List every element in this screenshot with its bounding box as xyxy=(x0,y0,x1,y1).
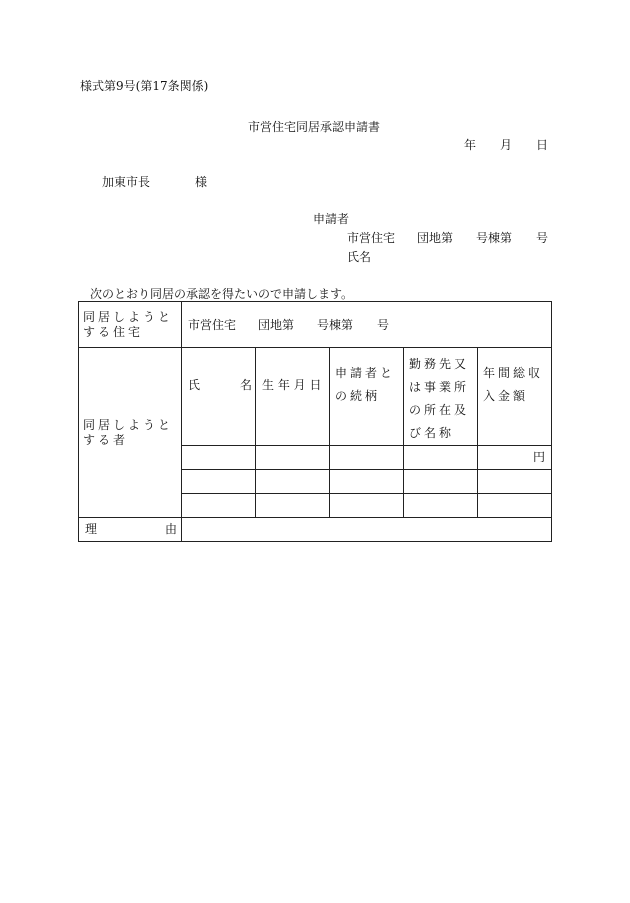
col-relation: 申請者との続柄 xyxy=(335,366,396,403)
form-number: 様式第9号(第17条関係) xyxy=(80,79,209,93)
person-income-cell[interactable] xyxy=(478,446,552,470)
addressee-honorific: 様 xyxy=(195,175,208,189)
person-name-cell[interactable] xyxy=(182,470,256,494)
col-birthdate-header xyxy=(256,348,330,446)
person-workplace-cell[interactable] xyxy=(404,446,478,470)
col-name-a: 氏 xyxy=(188,378,201,392)
col-income-header xyxy=(478,348,552,446)
applicant-label: 申請者 xyxy=(313,212,350,226)
housing-part-housing: 市営住宅 xyxy=(188,318,237,332)
reason-label-cell xyxy=(79,518,182,542)
person-relation-cell[interactable] xyxy=(330,446,404,470)
housing-part-building: 号棟第 xyxy=(317,318,354,332)
reason-label-a: 理 xyxy=(85,522,98,536)
application-table xyxy=(78,301,552,542)
person-income-cell[interactable] xyxy=(478,470,552,494)
person-name-cell[interactable] xyxy=(182,494,256,518)
col-name-header xyxy=(182,348,256,446)
housing-part-room: 号 xyxy=(377,318,390,332)
person-relation-cell[interactable] xyxy=(330,494,404,518)
housing-label: 同居しようとする住宅 xyxy=(83,310,174,339)
reason-value-cell[interactable] xyxy=(182,518,552,542)
applicant-address-danchi: 団地第 xyxy=(417,231,454,245)
person-name-cell[interactable] xyxy=(182,446,256,470)
col-relation-header xyxy=(330,348,404,446)
addressee-city: 加東市長 xyxy=(102,175,151,189)
person-income-cell[interactable] xyxy=(478,494,552,518)
person-relation-cell[interactable] xyxy=(330,470,404,494)
housing-value-cell[interactable] xyxy=(182,302,552,348)
col-workplace-header xyxy=(404,348,478,446)
income-unit: 円 xyxy=(533,450,546,464)
person-workplace-cell[interactable] xyxy=(404,470,478,494)
persons-label: 同居しようとする者 xyxy=(83,417,174,447)
applicant-address-building: 号棟第 xyxy=(476,231,513,245)
col-birthdate: 生 年 月 日 xyxy=(262,378,322,392)
person-workplace-cell[interactable] xyxy=(404,494,478,518)
col-name-b: 名 xyxy=(240,378,253,392)
housing-label-cell xyxy=(79,302,182,348)
person-birthdate-cell[interactable] xyxy=(256,494,330,518)
applicant-address-housing: 市営住宅 xyxy=(347,231,396,245)
reason-label-b: 由 xyxy=(165,522,178,536)
reason-row xyxy=(79,518,552,542)
applicant-name-label: 氏名 xyxy=(347,250,372,264)
col-workplace: 勤務先又は事業所の所在及び名称 xyxy=(409,357,470,440)
housing-part-danchi: 団地第 xyxy=(258,318,295,332)
document-title: 市営住宅同居承認申請書 xyxy=(248,120,381,134)
date-day-label: 日 xyxy=(536,138,549,152)
applicant-address-room: 号 xyxy=(536,231,549,245)
housing-row xyxy=(79,302,552,348)
date-month-label: 月 xyxy=(500,138,513,152)
col-income: 年間総収入金額 xyxy=(483,366,544,403)
person-birthdate-cell[interactable] xyxy=(256,446,330,470)
intro-text: 次のとおり同居の承認を得たいので申請します。 xyxy=(90,287,354,301)
persons-label-cell xyxy=(79,348,182,518)
date-year-label: 年 xyxy=(464,138,477,152)
person-birthdate-cell[interactable] xyxy=(256,470,330,494)
persons-header-row xyxy=(79,348,552,446)
